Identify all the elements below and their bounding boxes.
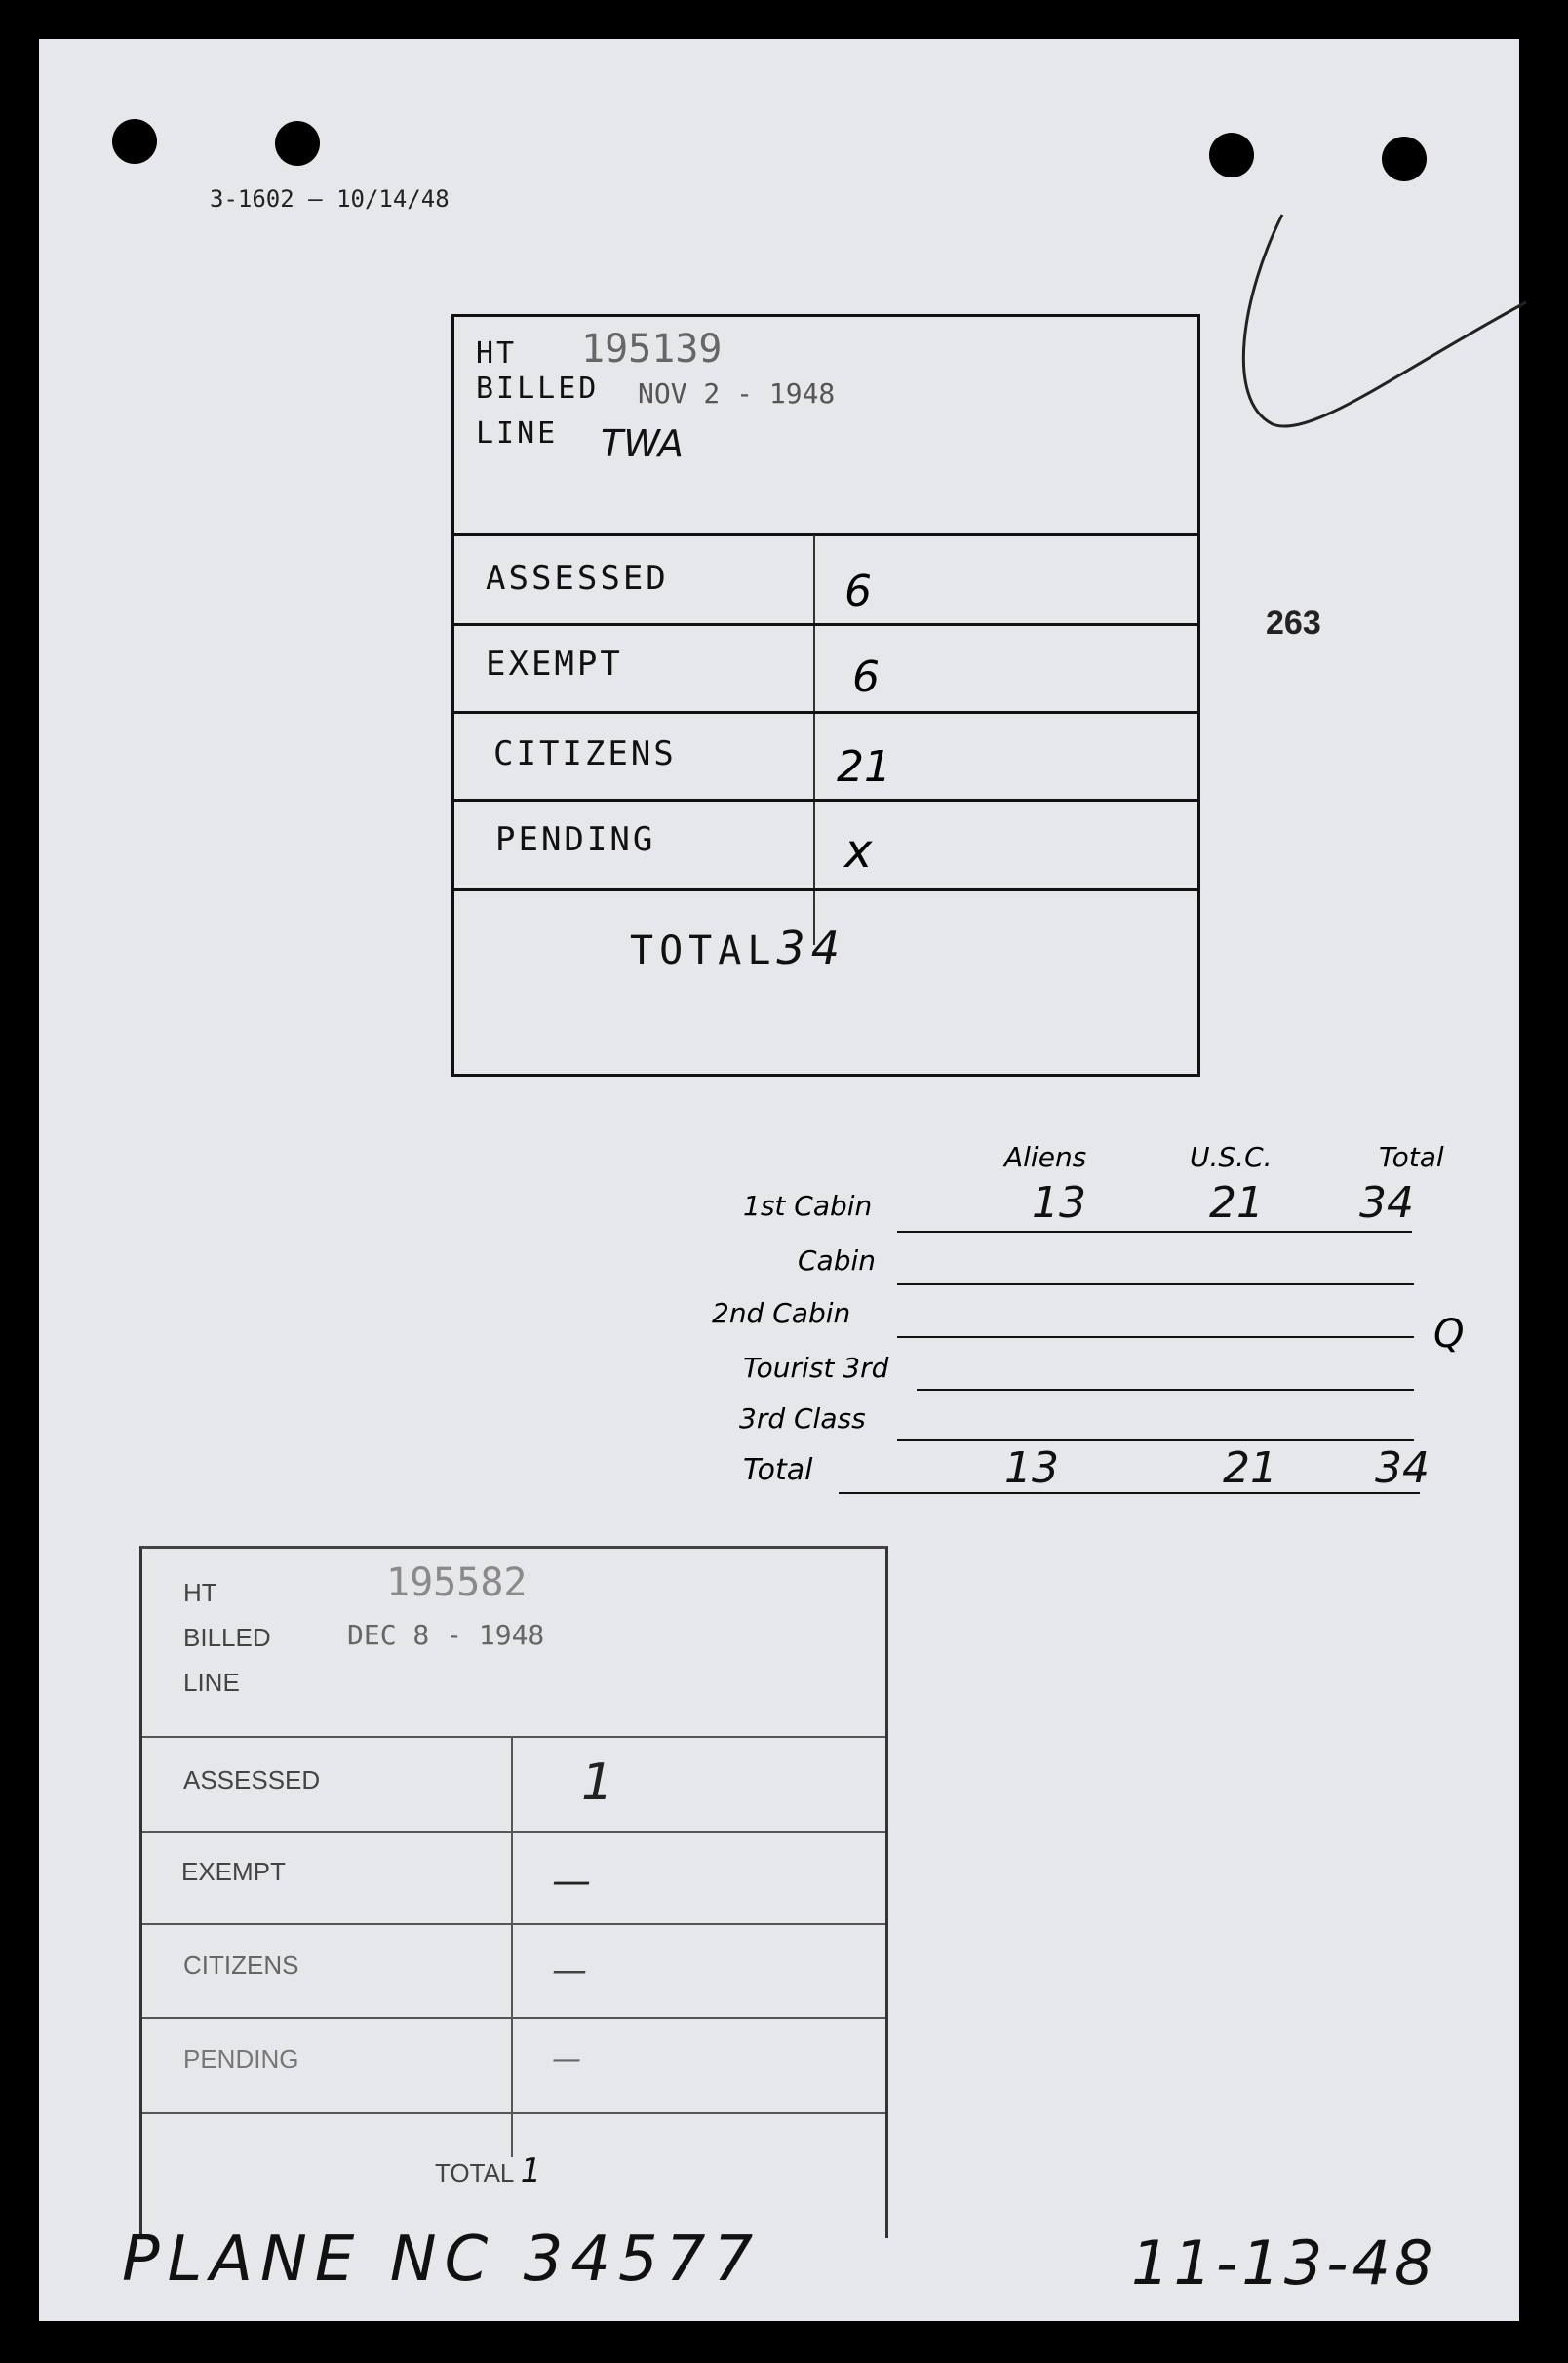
document-date: 11-13-48 [1131, 2227, 1437, 2299]
divider [454, 888, 1197, 891]
citizens-label: CITIZENS [183, 1950, 299, 1980]
row-label-3rd-class: 3rd Class [739, 1402, 866, 1435]
ht-number-stamp: 195582 [386, 1560, 528, 1605]
cell-1st-cabin-total: 34 [1359, 1178, 1414, 1228]
assessed-label: ASSESSED [183, 1765, 321, 1794]
check-mark [1224, 176, 1546, 468]
citizens-value: 21 [837, 742, 891, 792]
reference-line [210, 185, 450, 213]
billing-form-bottom [139, 1546, 888, 2238]
exempt-value: 6 [852, 652, 880, 702]
billed-date-stamp: DEC 8 - 1948 [347, 1619, 545, 1651]
divider [454, 533, 1197, 536]
assessed-value: 1 [581, 1753, 614, 1812]
cell-total-aliens: 13 [1004, 1443, 1059, 1493]
divider [454, 623, 1197, 626]
line-label: LINE [183, 1668, 240, 1697]
total-label: TOTAL [630, 928, 777, 973]
exempt-label: EXEMPT [181, 1857, 286, 1886]
row-label-total: Total [743, 1453, 813, 1487]
row-underline [839, 1492, 1420, 1494]
row-label-tourist-3rd: Tourist 3rd [743, 1352, 889, 1384]
cell-total-total: 34 [1375, 1443, 1430, 1493]
page-number: 263 [1266, 605, 1321, 642]
row-underline [917, 1389, 1414, 1391]
cell-1st-cabin-aliens: 13 [1032, 1178, 1086, 1228]
divider [142, 2112, 885, 2114]
row-label-2nd-cabin: 2nd Cabin [712, 1297, 851, 1329]
divider [454, 799, 1197, 802]
pending-value: — [552, 2042, 581, 2076]
header-usc: U.S.C. [1190, 1141, 1273, 1173]
total-line [435, 2151, 541, 2190]
reference-dash: — [308, 185, 323, 213]
exempt-label: EXEMPT [486, 645, 623, 684]
reference-code: 3-1602 [210, 185, 294, 213]
row-underline [897, 1336, 1414, 1338]
row-label-1st-cabin: 1st Cabin [743, 1190, 873, 1222]
billed-label: BILLED [476, 372, 600, 406]
divider [142, 1923, 885, 1925]
punch-hole [275, 121, 320, 166]
margin-mark: Q [1433, 1312, 1465, 1357]
divider [142, 1831, 885, 1833]
divider [454, 711, 1197, 714]
billed-date-stamp: NOV 2 - 1948 [638, 377, 836, 410]
row-underline [897, 1231, 1412, 1233]
total-label: TOTAL [435, 2158, 514, 2187]
ht-label: HT [183, 1578, 217, 1607]
divider [142, 1736, 885, 1738]
citizens-value: — [552, 1950, 587, 1990]
assessed-value: 6 [844, 567, 872, 616]
divider [142, 2017, 885, 2019]
plane-number: PLANE NC 34577 [122, 2224, 762, 2296]
cell-1st-cabin-usc: 21 [1209, 1178, 1264, 1228]
citizens-label: CITIZENS [493, 734, 677, 773]
document-page [39, 39, 1519, 2321]
line-value: TWA [601, 422, 684, 465]
pending-label: PENDING [495, 820, 656, 859]
header-total: Total [1379, 1141, 1444, 1173]
punch-hole [1209, 133, 1254, 177]
billed-label: BILLED [183, 1623, 271, 1652]
reference-date: 10/14/48 [336, 185, 450, 213]
ht-label: HT [476, 336, 518, 371]
row-underline [897, 1439, 1414, 1441]
line-label: LINE [476, 416, 559, 451]
row-label-cabin: Cabin [798, 1244, 877, 1277]
assessed-label: ASSESSED [486, 559, 669, 598]
exempt-value: — [552, 1859, 591, 1904]
billing-form-top [451, 314, 1200, 1077]
pending-value: x [844, 824, 873, 879]
total-value: 1 [520, 2151, 542, 2190]
header-aliens: Aliens [1004, 1141, 1087, 1173]
pending-label: PENDING [183, 2044, 299, 2073]
total-line [630, 922, 845, 974]
row-underline [897, 1283, 1414, 1285]
ht-number-stamp: 195139 [581, 327, 723, 372]
punch-hole [112, 119, 157, 164]
column-divider [511, 1736, 513, 2157]
column-divider [813, 535, 815, 945]
total-value: 34 [776, 922, 845, 974]
cell-total-usc: 21 [1223, 1443, 1277, 1493]
